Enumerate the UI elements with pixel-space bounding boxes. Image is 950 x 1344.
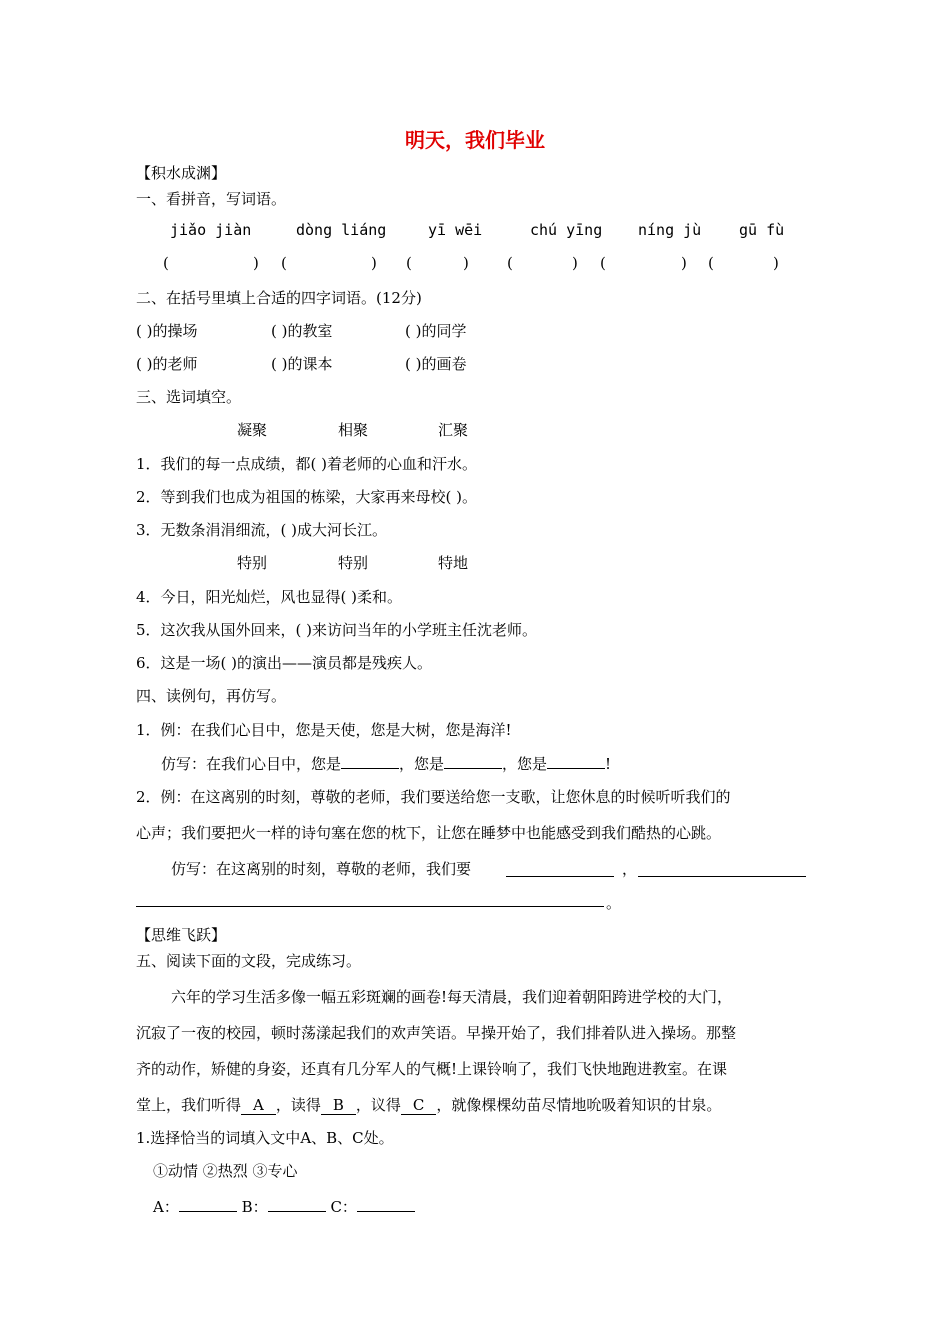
reading-paragraph-line-1: 六年的学习生活多像一幅五彩斑斓的画卷!每天清晨，我们迎着朝阳跨进学校的大门， [171,988,733,1006]
q2-item-1: ( )的操场 [136,322,198,340]
paragraph-text: 堂上，我们听得 [136,1096,242,1114]
blank-line [357,1195,415,1212]
answer-b-label: B： [241,1198,268,1216]
word-choice-1: 凝聚 [237,421,268,439]
q4-imitation-1-text-d: ! [605,755,612,773]
answer-box-2-close: ) [371,254,377,272]
page-title: 明天，我们毕业 [405,128,545,152]
q3-sentence-5: 5．这次我从国外回来，( )来访问当年的小学班主任沈老师。 [136,621,538,639]
pinyin-1: jiǎo jiàn [170,221,252,239]
blank-line [506,876,614,877]
answer-box-4-close: ) [572,254,578,272]
word-choice-4: 特别 [237,554,268,572]
q4-imitation-1-text-c: ，您是 [502,755,548,773]
blank-line [179,1195,237,1212]
q5-subquestion-1: 1.选择恰当的词填入文中A、B、C处。 [136,1129,394,1147]
q5-answers [153,1195,415,1218]
answer-a-label: A： [153,1198,179,1216]
paragraph-text: ，议得 [355,1096,401,1114]
word-choice-3: 汇聚 [438,421,469,439]
q4-example-2-line-1: 2．例：在这离别的时刻，尊敬的老师，我们要送给您一支歌，让您休息的时候听听我们的 [136,788,731,806]
answer-box-1-open: ( [163,254,169,272]
blank-line [341,752,399,769]
blank-line [547,752,605,769]
pinyin-3: yī wēi [428,221,483,239]
q2-item-5: ( )的课本 [271,355,333,373]
question-4-title: 四、读例句，再仿写。 [136,687,287,705]
reading-paragraph-line-4 [136,1094,721,1116]
q4-imitation-2-comma: ， [622,860,638,878]
q4-example-2-line-2: 心声；我们要把火一样的诗句塞在您的枕下，让您在睡梦中也能感受到我们酷热的心跳。 [136,824,722,842]
section-header-1: 【积水成渊】 [136,164,227,182]
answer-box-5-open: ( [600,254,606,272]
question-1-title: 一、看拼音，写词语。 [136,190,287,208]
answer-box-3-open: ( [406,254,412,272]
word-choice-6: 特地 [438,554,469,572]
q2-item-4: ( )的老师 [136,355,198,373]
q4-imitation-1 [161,752,611,775]
question-2-title: 二、在括号里填上合适的四字词语。(12分) [136,289,422,307]
word-choice-2: 相聚 [338,421,369,439]
answer-box-5-close: ) [681,254,687,272]
q4-imitation-2-text-a: 仿写：在这离别的时刻，尊敬的老师，我们要 [171,860,472,878]
pinyin-4: chú yīng [530,221,603,239]
blank-line [638,876,806,877]
q3-sentence-1: 1．我们的每一点成绩，都( )着老师的心血和汗水。 [136,455,478,473]
answer-box-6-open: ( [708,254,714,272]
q2-item-2: ( )的教室 [271,322,333,340]
q2-item-3: ( )的同学 [405,322,467,340]
q4-imitation-1-text-b: ，您是 [399,755,445,773]
answer-box-4-open: ( [507,254,513,272]
paragraph-text: ，就像棵棵幼苗尽情地吮吸着知识的甘泉。 [436,1096,722,1114]
q4-example-1: 1．例：在我们心目中，您是天使，您是大树，您是海洋! [136,721,512,739]
section-header-2: 【思维飞跃】 [136,926,227,944]
answer-c-label: C： [330,1198,357,1216]
blank-a: A [241,1096,276,1115]
reading-paragraph-line-3: 齐的动作，矫健的身姿，还真有几分军人的气概!上课铃响了，我们飞快地跑进教室。在课 [136,1060,728,1078]
q3-sentence-6: 6．这是一场( )的演出——演员都是残疾人。 [136,654,433,672]
reading-paragraph-line-2: 沉寂了一夜的校园，顿时荡漾起我们的欢声笑语。早操开始了，我们排着队进入操场。那整 [136,1024,737,1042]
q5-options: ①动情 ②热烈 ③专心 [153,1162,298,1180]
blank-c: C [401,1096,436,1115]
pinyin-5: níng jù [638,221,702,239]
q4-imitation-1-text-a: 仿写：在我们心目中，您是 [161,755,342,773]
question-5-title: 五、阅读下面的文段，完成练习。 [136,952,362,970]
q4-imitation-2-end: 。 [606,894,622,912]
answer-box-1-close: ) [253,254,259,272]
q4-imitation-2 [171,858,471,880]
q3-sentence-4: 4．今日，阳光灿烂，风也显得( )柔和。 [136,588,403,606]
answer-box-6-close: ) [773,254,779,272]
blank-line [136,906,604,907]
q2-item-6: ( )的画卷 [405,355,467,373]
answer-box-3-close: ) [463,254,469,272]
q3-sentence-3: 3．无数条涓涓细流，( )成大河长江。 [136,521,388,539]
answer-box-2-open: ( [281,254,287,272]
question-3-title: 三、选词填空。 [136,388,242,406]
q3-sentence-2: 2．等到我们也成为祖国的栋梁，大家再来母校( )。 [136,488,478,506]
pinyin-2: dòng liáng [296,221,387,239]
blank-line [444,752,502,769]
paragraph-text: ，读得 [275,1096,321,1114]
pinyin-6: gū fù [739,221,785,239]
blank-line [268,1195,326,1212]
blank-b: B [321,1096,356,1115]
word-choice-5: 特别 [338,554,369,572]
